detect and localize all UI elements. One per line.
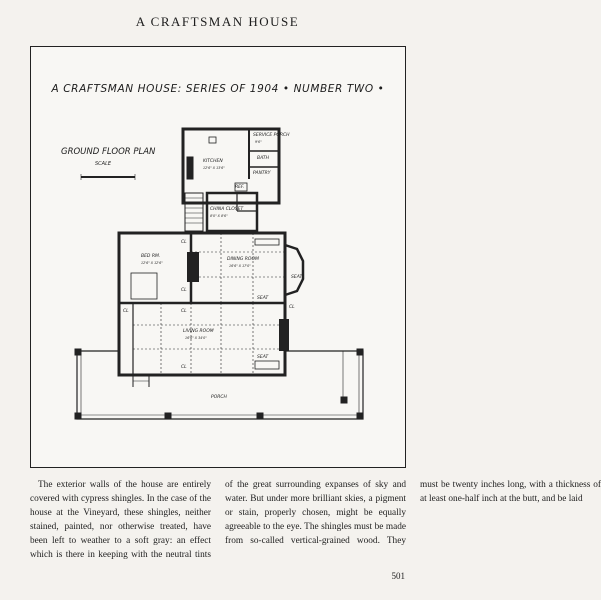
closet-label: CL xyxy=(123,309,129,314)
seat-label: SEAT xyxy=(257,296,269,301)
scale-label: SCALE xyxy=(95,161,112,167)
floor-plan-plate xyxy=(30,46,406,468)
room-label-kitchen: KITCHEN xyxy=(203,159,223,164)
room-dims-service-porch: 9'6" xyxy=(255,140,262,144)
room-label-ref: REF. xyxy=(235,185,245,190)
closet-label: CL xyxy=(181,365,187,370)
room-label-china-closet: CHINA CLOSET xyxy=(210,207,244,212)
room-label-porch: PORCH xyxy=(211,395,227,400)
room-dims-bed-rm: 12'6" X 12'6" xyxy=(141,261,163,265)
room-label-seat: SEAT xyxy=(291,275,303,280)
room-dims-living-room: 16'6" X 34'0" xyxy=(185,336,207,340)
room-dims-china-closet: 8'0" X 8'6" xyxy=(210,214,228,218)
room-dims-dining-room: 16'6" X 17'0" xyxy=(229,264,251,268)
room-label-pantry: PANTRY xyxy=(253,171,271,176)
room-label-living-room: LIVING ROOM xyxy=(183,329,214,334)
plan-title: GROUND FLOOR PLAN xyxy=(61,147,156,157)
closet-label: CL xyxy=(289,305,295,310)
room-dims-kitchen: 12'6" X 13'6" xyxy=(203,166,225,170)
closet-label: CL xyxy=(181,309,187,314)
page-number: 501 xyxy=(391,571,405,581)
room-label-bed-rm: BED RM. xyxy=(141,254,161,259)
plate-title: A CRAFTSMAN HOUSE: SERIES OF 1904 • NUMBER TWO • xyxy=(51,83,385,95)
body-text: The exterior walls of the house are entirely covered with cypress shingles. In the case of the house at the Vineyard, these shingles, neither stained, painted, nor otherwise treated, have been left to weather to a soft gray: an effect which is there in keeping with the neutral tints of the great surrounding expanses of sky and water. But under more brilliant skies, a pigment or stain, properly chosen, might be equally agreeable to the eye. The shingles must be made from so-called vertical-grained wood. They must be twenty inches long, with a thickness of at least one-half inch at the butt, and be laid xyxy=(30,480,601,561)
floor-plan-drawing xyxy=(31,47,405,467)
room-label-bath: BATH xyxy=(257,156,269,161)
room-label-dining-room: DINING ROOM xyxy=(227,257,259,262)
room-label-service-porch: SERVICE PORCH xyxy=(253,133,290,138)
running-head: A CRAFTSMAN HOUSE xyxy=(135,14,300,29)
seat-label: SEAT xyxy=(257,355,269,360)
closet-label: CL xyxy=(181,240,187,245)
closet-label: CL xyxy=(181,288,187,293)
